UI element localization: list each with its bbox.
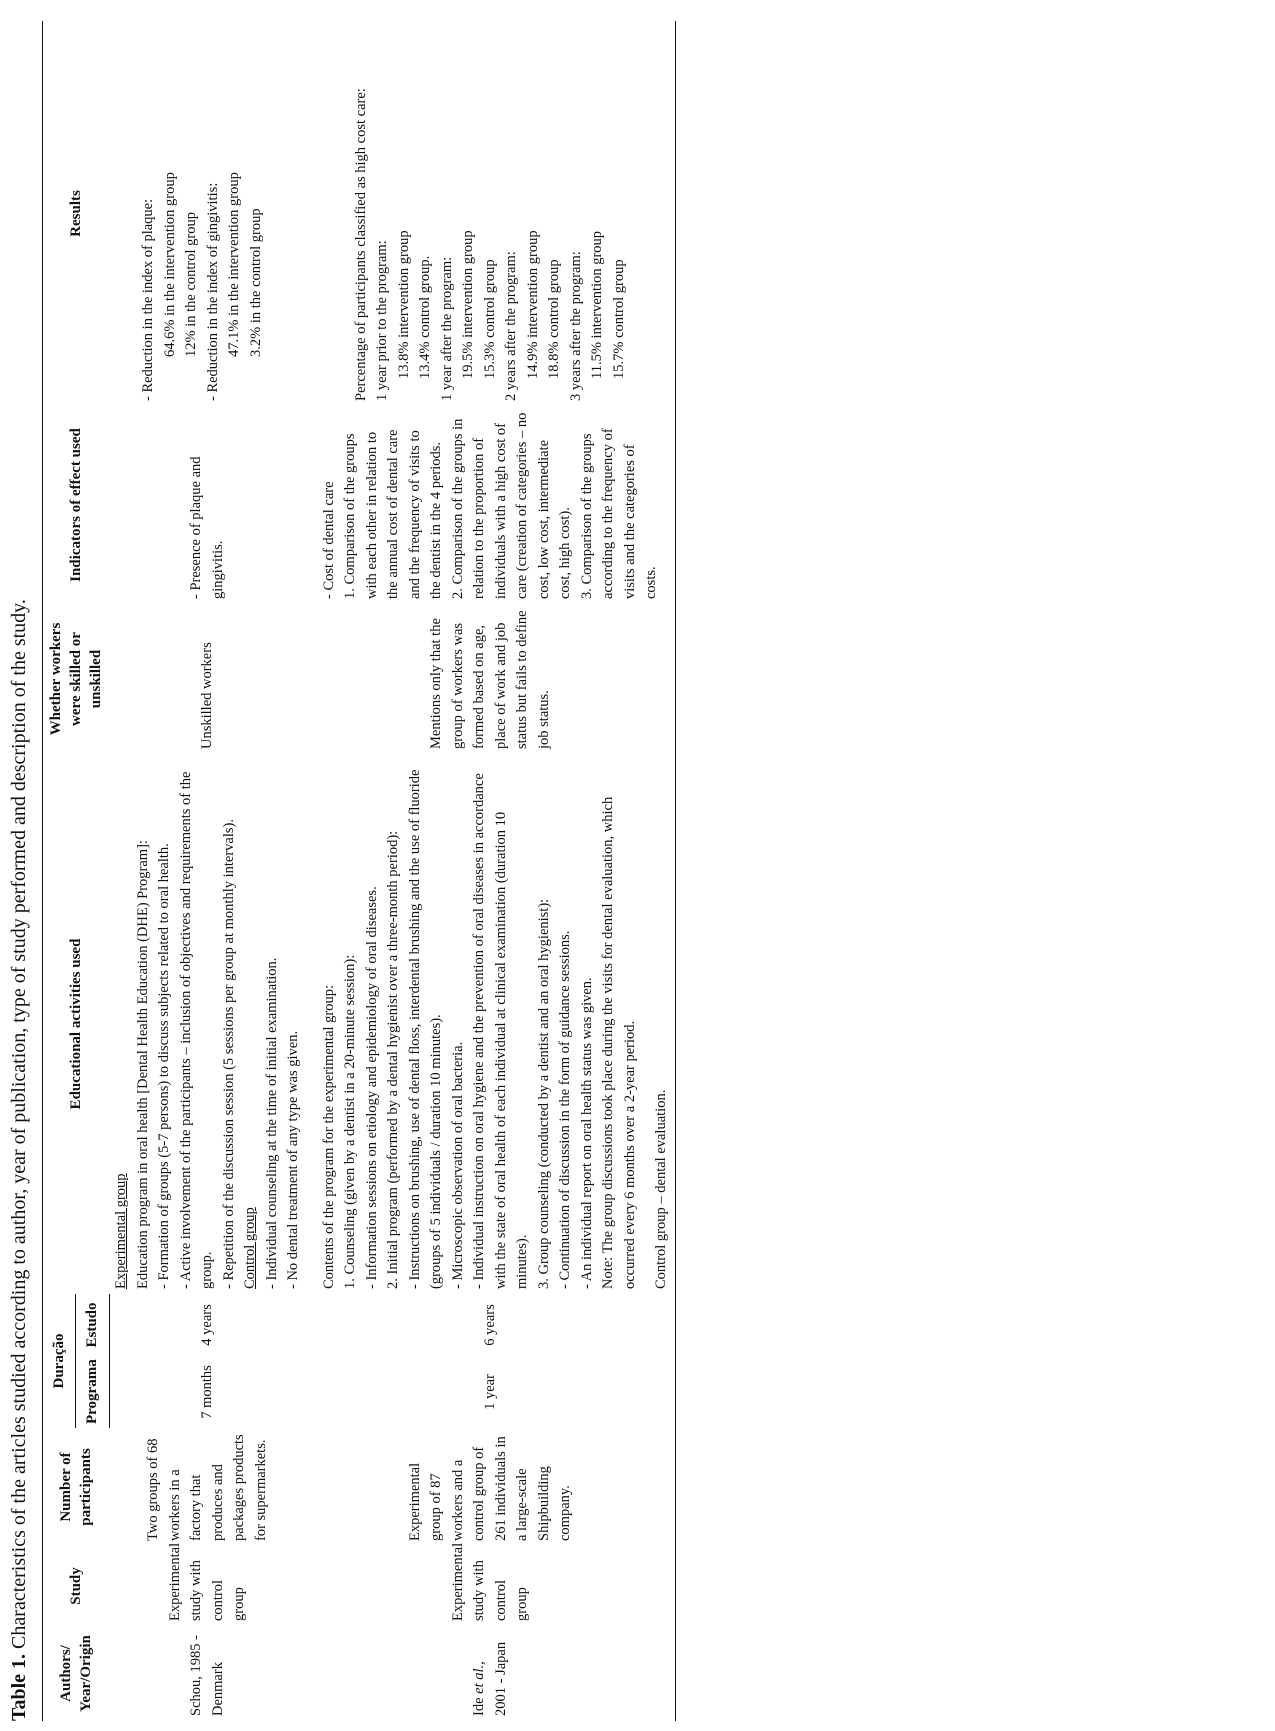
result-line: 18.8% control group [546, 259, 563, 379]
result-line: 3 years after the program: [567, 251, 584, 401]
result-line: - Reduction in the index of gingivitis: [204, 182, 221, 401]
header-study: Study [43, 1546, 110, 1626]
cell-indicators: - Presence of plaque and gingivitis. [188, 456, 226, 599]
activity-line: Note: The group discussions took place during the visits for dental evaluation, which occurred every 6 months over a 2-year period. [600, 796, 638, 1289]
cell-results [109, 21, 307, 406]
result-line: 12% in the control group [183, 212, 200, 357]
activity-line: Education program in oral health [Dental Health Education (DHE) Program]: [134, 840, 151, 1289]
activity-line: - Continuation of discussion in the form of guidance sessions. [557, 930, 573, 1289]
result-line: 13.8% intervention group [395, 230, 412, 379]
cell-activities [109, 754, 307, 1294]
result-line: - Reduction in the index of plaque: [140, 198, 157, 401]
cell-results [307, 21, 676, 406]
caption-label: Table 1. [8, 1653, 30, 1721]
cell-authors [307, 1626, 676, 1721]
cell-skilled: Unskilled workers [199, 642, 215, 749]
table-caption [6, 21, 32, 1721]
cell-authors: Schou, 1985 - Denmark [188, 1635, 226, 1716]
activity-line: Experimental group [113, 1173, 129, 1289]
activity-line: - Individual instruction on oral hygiene and the prevention of oral diseases in accordance with the state of oral health of each individual at clinical examination (duration 10 minutes). [471, 773, 530, 1289]
activity-line: - Formation of groups (5-7 persons) to discuss subjects related to oral health. [156, 843, 172, 1289]
result-line: 19.5% intervention group [460, 230, 477, 379]
result-line: 15.7% control group [610, 259, 627, 379]
result-line: 47.1% in the intervention group [226, 172, 243, 357]
cell-estudo: 6 years [307, 1294, 676, 1356]
cell-study: Experimental study with control group [307, 1546, 676, 1626]
activity-line: - Microscopic observation of oral bacteria. [449, 1041, 466, 1289]
activity-line: Contents of the program for the experimental group: [320, 984, 337, 1289]
result-line: 13.4% control group. [417, 255, 434, 379]
activity-line: - Information sessions on etiology and epidemiology of oral diseases. [363, 886, 380, 1289]
result-line: Percentage of participants classified as high cost care: [352, 88, 369, 401]
activity-line: - An individual report on oral health status was given. [578, 977, 595, 1289]
cell-participants: Experimental group of 87 workers and a control group of 261 individuals in a large-scale Shipbuilding company. [307, 1428, 676, 1546]
cell-skilled: Mentions only that the group of workers was formed based on age, place of work and job status but fails to define job status. [307, 604, 676, 754]
header-activities: Educational activities used [43, 754, 110, 1294]
activity-line: - Active involvement of the participants – inclusion of objectives and requirements of the group. [177, 771, 215, 1289]
activity-line: - Repetition of the discussion session (5 sessions per group at monthly intervals). [220, 819, 237, 1289]
cell-participants: Two groups of 68 workers in a factory that produces and packages products for supermarkets. [145, 1434, 269, 1541]
header-skilled: Whether workers were skilled or unskilled [43, 604, 110, 754]
result-line: 11.5% intervention group [589, 230, 606, 379]
result-line: 1 year prior to the program: [374, 240, 391, 401]
cell-study: Experimental study with control group [166, 1542, 248, 1621]
activity-line: Control group [242, 1207, 258, 1289]
result-line: 15.3% control group [481, 259, 498, 379]
characteristics-table [42, 21, 676, 1721]
indicator-line: 3. Comparison of the groups according to the frequency of visits and the categories of costs. [578, 428, 659, 599]
activity-line: 3. Group counseling (conducted by a dentist and an oral hygienist): [535, 898, 552, 1289]
activity-line: - Individual counseling at the time of initial examination. [263, 957, 280, 1289]
activity-line: - Instructions on brushing, use of dental floss, interdental brushing and the use of fluoride (groups of 5 individuals / duration 10 minutes). [406, 769, 444, 1289]
header-duration: Duração [43, 1294, 76, 1428]
table-row [109, 21, 307, 1721]
result-line: 1 year after the program: [438, 256, 455, 401]
activity-line: 2. Initial program (performed by a dental hygienist over a three-month period): [385, 830, 401, 1289]
header-indicators: Indicators of effect used [43, 406, 110, 604]
activity-line: - No dental treatment of any type was given. [285, 1030, 301, 1289]
indicator-line: - Cost of dental care [320, 481, 337, 599]
cell-activities [307, 754, 676, 1294]
result-line: 2 years after the program: [503, 251, 520, 401]
cell-estudo: 4 years [199, 1304, 216, 1346]
author-ide: Ide et al., [471, 1661, 487, 1716]
activity-line: Control group – dental evaluation. [653, 1089, 669, 1289]
result-line: 14.9% intervention group [524, 230, 541, 379]
author-year: 2001 - Japan [492, 1641, 509, 1716]
result-line: 3.2% in the control group [247, 208, 264, 357]
header-participants: Number of participants [43, 1428, 110, 1546]
activity-line: 1. Counseling (given by a dentist in a 20-minute session): [342, 954, 358, 1289]
header-results: Results [43, 21, 110, 406]
indicator-line: 2. Comparison of the groups in relation to the proportion of individuals with a high cost of care (creation of categories – no cost, low cost, intermediate cost, high cost). [449, 412, 573, 599]
caption-text: Characteristics of the articles studied according to author, year of publication, type of study performed and description of the study. [8, 599, 30, 1649]
header-program: Programa [75, 1356, 109, 1428]
cell-program: 7 months [199, 1365, 216, 1419]
cell-program: 1 year [307, 1356, 676, 1428]
result-line: 64.6% in the intervention group [161, 172, 178, 357]
header-authors: Authors/ Year/Origin [43, 1626, 110, 1721]
indicator-line: 1. Comparison of the groups with each other in relation to the annual cost of dental care and the frequency of visits to the dentist in the 4 periods. [342, 429, 444, 599]
table-row [307, 21, 676, 1721]
header-estudo: Estudo [75, 1294, 109, 1356]
cell-indicators [307, 406, 676, 604]
